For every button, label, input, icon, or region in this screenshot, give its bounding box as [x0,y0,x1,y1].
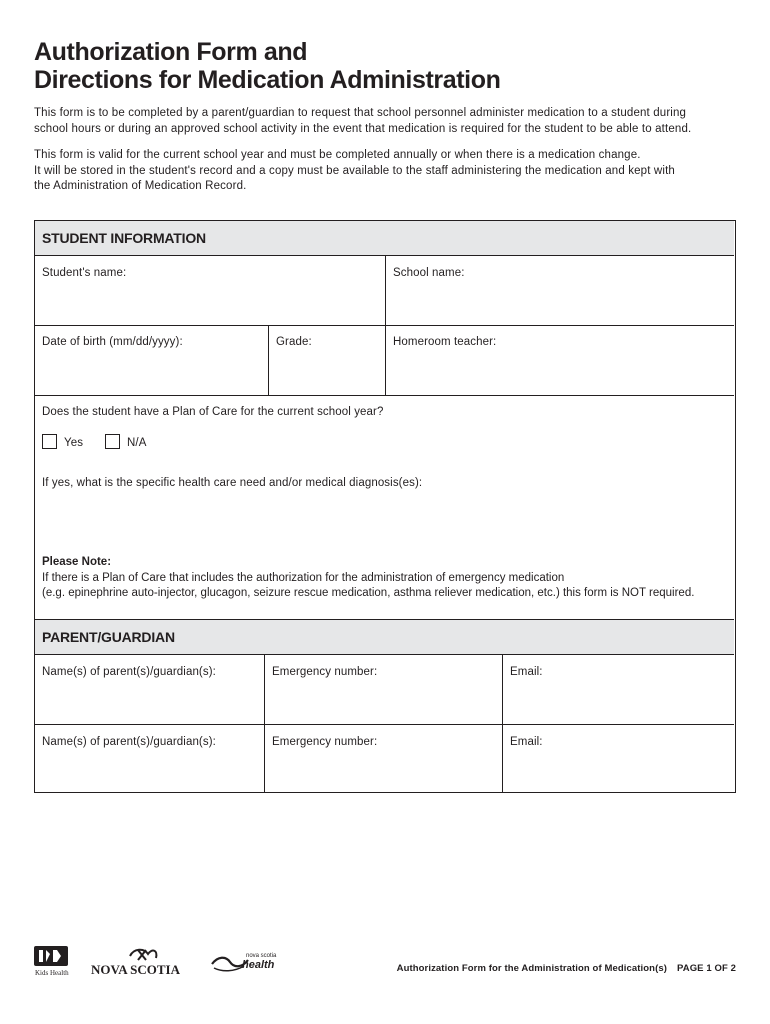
parent-names-label-1: Name(s) of parent(s)/guardian(s): [42,666,216,678]
emergency-number-label-2: Emergency number: [272,736,378,748]
yes-checkbox[interactable] [42,434,57,449]
na-checkbox[interactable] [105,434,120,449]
note-line-1: If there is a Plan of Care that includes the authorization for the administration of emergency medication [42,571,565,584]
divider [35,724,734,725]
grade-label: Grade: [276,336,312,348]
intro-paragraph-1 [34,106,744,137]
student-name-label: Student's name: [42,267,127,279]
form-table [34,220,736,793]
footer-logos [34,944,294,976]
intro-p1-line1: This form is to be completed by a parent/guardian to request that school personnel administer medication to a student during [34,107,687,119]
intro-paragraph-2 [34,148,744,195]
note-line-2: (e.g. epinephrine auto-injector, glucagon, seizure rescue medication, asthma reliever medication, etc.) this form is NOT required. [42,587,695,599]
footer-form-name: Authorization Form for the Administration of Medication(s) [396,963,667,974]
na-label: N/A [127,437,147,449]
email-label-2: Email: [510,736,543,748]
divider [385,256,386,396]
kids-health-text: Kids Health [35,969,69,977]
please-note [42,555,694,602]
ns-health-small-text: nova scotia [246,953,277,959]
diagnosis-label: If yes, what is the specific health care need and/or medical diagnosis(es): [42,477,423,489]
email-label-1: Email: [510,666,543,678]
logo-group [34,944,294,978]
footer-caption [397,963,736,974]
intro-p2-line2: It will be stored in the student's record and a copy must be available to the staff administering the medication and kept with [34,164,675,177]
title-line-2: Directions for Medication Administration [34,66,501,94]
divider [35,325,734,326]
nova-scotia-text: NOVA SCOTIA [91,962,180,977]
kids-health-logo [34,946,69,977]
page-title [34,38,500,94]
plan-of-care-question: Does the student have a Plan of Care for the current school year? [42,406,384,418]
yes-label: Yes [64,437,84,449]
divider [268,325,269,395]
dob-label: Date of birth (mm/dd/yyyy): [42,336,183,348]
ns-health-text: health [242,959,275,971]
homeroom-label: Homeroom teacher: [393,336,497,348]
student-section-header: STUDENT INFORMATION [35,221,734,256]
divider [264,655,265,792]
parent-section-header: PARENT/GUARDIAN [35,620,734,655]
intro-p1-line2: school hours or during an approved school activity in the event that medication is required for the student to be able to attend. [34,122,692,135]
title-line-1: Authorization Form and [34,38,308,66]
divider [502,655,503,792]
ns-health-logo [212,953,277,971]
nova-scotia-logo [91,950,181,977]
footer-page-number: PAGE 1 OF 2 [677,963,736,974]
divider [35,395,734,396]
school-name-label: School name: [393,267,465,279]
emergency-number-label-1: Emergency number: [272,666,378,678]
intro-p2-line3: the Administration of Medication Record. [34,180,247,192]
parent-names-label-2: Name(s) of parent(s)/guardian(s): [42,736,216,748]
note-title: Please Note: [42,556,112,568]
intro-p2-line1: This form is valid for the current school year and must be completed annually or when there is a medication change. [34,149,641,161]
